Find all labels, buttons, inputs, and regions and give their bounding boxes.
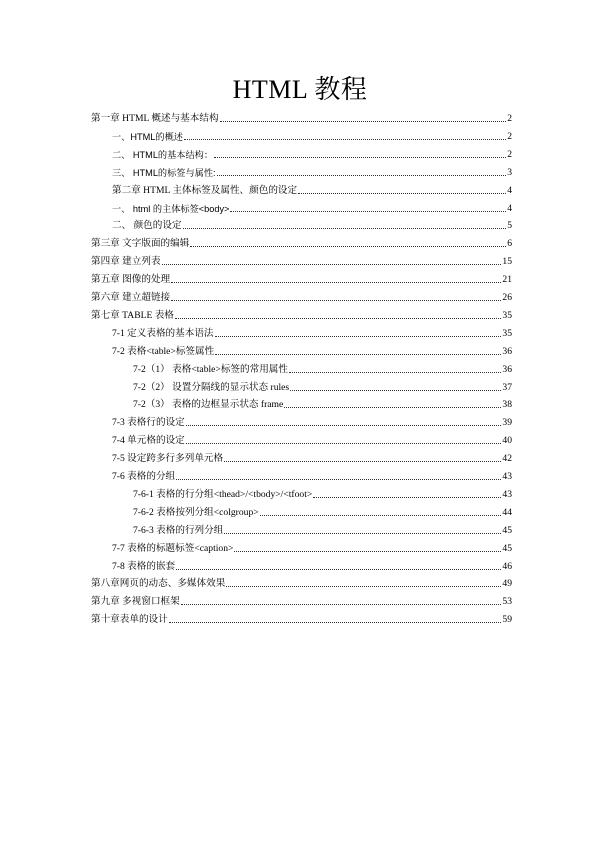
toc-dot-leader xyxy=(289,371,501,373)
toc-entry-label: 7-6-3 表格的行列分组 xyxy=(133,524,224,536)
toc-dot-leader xyxy=(214,156,506,158)
toc-dot-leader xyxy=(186,424,502,426)
toc-page-number: 45 xyxy=(502,524,512,536)
toc-entry-label: 7-4 单元格的设定 xyxy=(112,435,185,447)
toc-page-number: 43 xyxy=(502,488,512,500)
toc-page-number: 35 xyxy=(502,309,512,321)
toc-dot-leader xyxy=(284,406,501,408)
toc-entry-label: 7-3 表格行的设定 xyxy=(112,417,185,429)
toc-entry[interactable] xyxy=(91,108,512,125)
toc-entry-label: 第五章 图像的处理 xyxy=(91,274,171,286)
toc-entry-label: 一、 html 的主体标签<body> xyxy=(112,203,230,214)
toc-entry[interactable] xyxy=(112,341,512,358)
toc-entry[interactable] xyxy=(91,573,512,590)
toc-page-number: 43 xyxy=(502,471,512,482)
toc-page-number: 21 xyxy=(502,274,512,286)
toc-entry-label: 7-2 表格<table>标签属性 xyxy=(112,345,215,357)
toc-entry[interactable] xyxy=(112,412,512,429)
toc-page-number: 53 xyxy=(502,596,512,608)
toc-dot-leader xyxy=(215,353,501,355)
toc-page-number: 2 xyxy=(507,113,512,124)
toc-entry-label: 7-6-2 表格按列分组<colgroup> xyxy=(133,506,259,518)
toc-dot-leader xyxy=(162,263,502,265)
toc-dot-leader xyxy=(234,550,501,552)
toc-page-number: 6 xyxy=(507,238,512,250)
toc-dot-leader xyxy=(176,478,501,480)
toc-dot-leader xyxy=(224,460,501,462)
toc-page-number: 2 xyxy=(507,130,512,142)
toc-entry[interactable] xyxy=(112,466,512,483)
toc-page-number: 36 xyxy=(502,345,512,357)
toc-dot-leader xyxy=(190,245,506,247)
toc-dot-leader xyxy=(224,532,501,534)
toc-dot-leader xyxy=(171,299,501,301)
toc-entry-label: 7-6-1 表格的行分组<thead>/<tbody>/<tfoot> xyxy=(133,488,313,500)
toc-entry[interactable] xyxy=(91,269,512,286)
toc-dot-leader xyxy=(220,120,507,122)
toc-entry-label: 7-2（1） 表格<table>标签的常用属性 xyxy=(133,363,288,375)
toc-entry[interactable] xyxy=(112,448,512,465)
toc-dot-leader xyxy=(217,174,507,176)
toc-entry-label: 一、HTML的概述 xyxy=(112,131,183,142)
toc-page-number: 37 xyxy=(502,381,512,393)
toc-entry-label: 第一章 HTML 概述与基本结构 xyxy=(91,113,219,124)
toc-page-number: 49 xyxy=(502,578,512,590)
toc-entry[interactable] xyxy=(112,126,512,143)
toc-entry-label: 7-2（3） 表格的边框显示状态 frame xyxy=(133,399,284,411)
toc-entry[interactable] xyxy=(112,538,512,555)
toc-entry[interactable] xyxy=(91,305,512,322)
toc-entry[interactable] xyxy=(112,144,512,161)
toc-entry-label: 二、 颜色的设定 xyxy=(112,220,182,232)
toc-entry[interactable] xyxy=(133,502,512,519)
toc-entry[interactable] xyxy=(112,323,512,340)
toc-entry-label: 第二章 HTML 主体标签及属性、颜色的设定 xyxy=(112,184,298,196)
toc-entry[interactable] xyxy=(112,162,512,179)
toc-page-number: 42 xyxy=(502,453,512,465)
toc-dot-leader xyxy=(290,389,501,391)
toc-page-number: 59 xyxy=(502,614,512,626)
toc-entry-label: 7-2（2） 设置分隔线的显示状态 rules xyxy=(133,381,290,393)
toc-entry[interactable] xyxy=(112,556,512,573)
toc-entry[interactable] xyxy=(133,394,512,411)
toc-page-number: 44 xyxy=(502,506,512,518)
toc-dot-leader xyxy=(181,603,502,605)
toc-entry[interactable] xyxy=(133,484,512,501)
toc-page-number: 4 xyxy=(507,184,512,196)
toc-entry-label: 二、 HTML的基本结构： xyxy=(112,149,214,160)
toc-dot-leader xyxy=(226,585,501,587)
toc-entry[interactable] xyxy=(112,180,512,197)
toc-dot-leader xyxy=(176,568,501,570)
toc-entry-label: 第六章 建立超链接 xyxy=(91,292,171,303)
toc-entry-label: 第九章 多视窗口框架 xyxy=(91,596,180,608)
toc-page-number: 3 xyxy=(507,166,512,178)
toc-entry[interactable] xyxy=(91,233,512,250)
toc-page-number: 38 xyxy=(502,399,512,411)
toc-entry-label: 第八章网页的动态、多媒体效果 xyxy=(91,578,226,590)
toc-entry-label: 第四章 建立列表 xyxy=(91,256,161,268)
toc-entry[interactable] xyxy=(133,359,512,376)
toc-entry-label: 7-5 设定跨多行多列单元格 xyxy=(112,453,224,465)
toc-page-number: 15 xyxy=(502,256,512,268)
toc-dot-leader xyxy=(175,317,502,319)
toc-dot-leader xyxy=(186,442,502,444)
toc-page-number: 4 xyxy=(507,202,512,214)
toc-entry-label: 7-6 表格的分组 xyxy=(112,471,176,482)
toc-dot-leader xyxy=(298,192,506,194)
document-title: HTML 教程 xyxy=(232,75,368,104)
toc-dot-leader xyxy=(215,335,502,337)
toc-entry-label: 第十章表单的设计 xyxy=(91,614,168,626)
toc-page-number: 45 xyxy=(502,542,512,554)
toc-page-number: 35 xyxy=(502,327,512,339)
toc-entry[interactable] xyxy=(91,609,512,626)
toc-dot-leader xyxy=(171,281,501,283)
toc-dot-leader xyxy=(183,227,507,229)
toc-entry[interactable] xyxy=(112,430,512,447)
toc-dot-leader xyxy=(313,496,501,498)
toc-dot-leader xyxy=(169,621,502,623)
toc-entry-label: 7-7 表格的标题标签<caption> xyxy=(112,542,234,554)
toc-entry-label: 第三章 文字版面的编辑 xyxy=(91,238,190,250)
toc-entry[interactable] xyxy=(91,591,512,608)
toc-dot-leader xyxy=(260,514,502,516)
toc-entry-label: 第七章 TABLE 表格 xyxy=(91,309,174,321)
toc-entry[interactable] xyxy=(112,215,512,232)
toc-page-number: 40 xyxy=(502,435,512,447)
toc-page-number: 26 xyxy=(502,292,512,303)
toc-page-number: 2 xyxy=(507,148,512,160)
toc-entry[interactable] xyxy=(112,198,512,215)
toc-entry[interactable] xyxy=(91,251,512,268)
toc-entry[interactable] xyxy=(91,287,512,304)
toc-dot-leader xyxy=(230,210,506,212)
toc-page-number: 39 xyxy=(502,417,512,429)
toc-entry-label: 7-8 表格的嵌套 xyxy=(112,560,176,572)
toc-entry-label: 7-1 定义表格的基本语法 xyxy=(112,327,214,339)
toc-dot-leader xyxy=(184,138,506,140)
toc-page-number: 5 xyxy=(507,220,512,232)
toc-page-number: 46 xyxy=(502,560,512,572)
toc-page-number: 36 xyxy=(502,363,512,375)
toc-entry-label: 三、 HTML的标签与属性: xyxy=(112,167,216,178)
toc-entry[interactable] xyxy=(133,377,512,394)
toc-entry[interactable] xyxy=(133,520,512,537)
